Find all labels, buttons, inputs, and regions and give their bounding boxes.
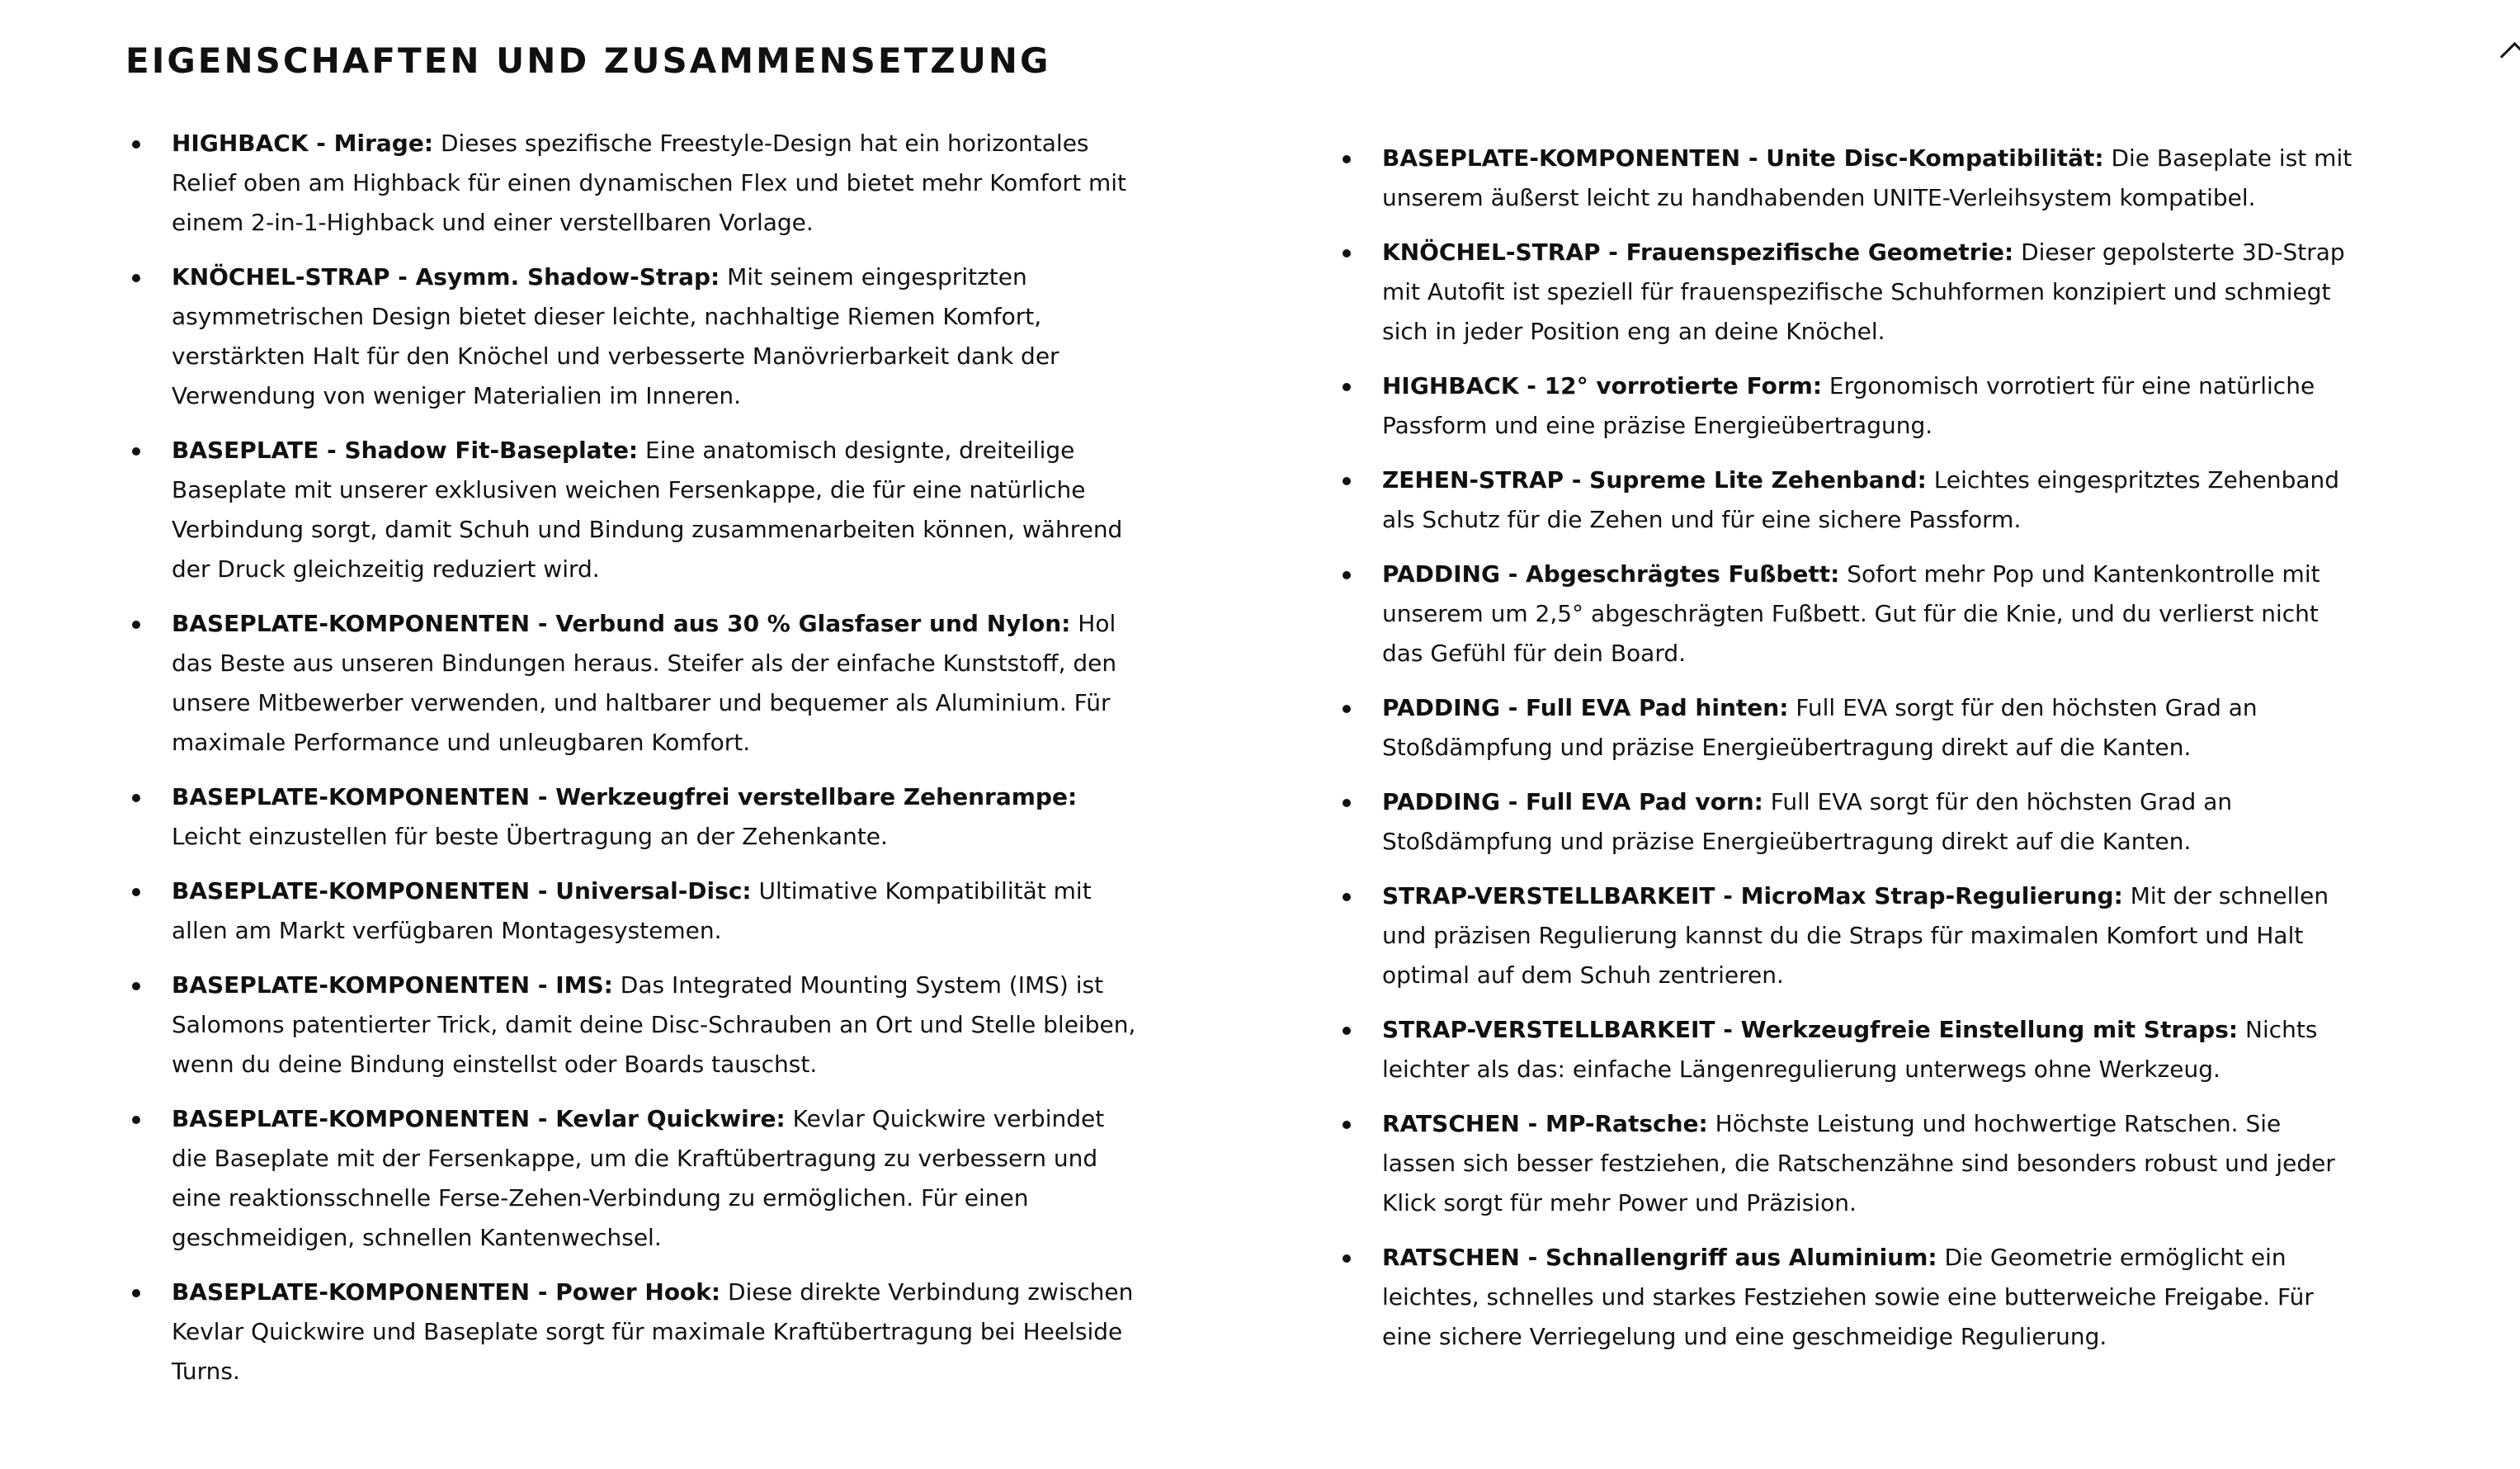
section-title: EIGENSCHAFTEN UND ZUSAMMENSETZUNG <box>125 40 1051 81</box>
feature-description: Sofort mehr Pop und Kantenkontrolle mit unserem um 2,5° abgeschrägten Fußbett. Gut für die Knie, und du verlierst nicht das Gefühl für dein Board. <box>1382 560 2320 667</box>
feature-description: Ultimative Kompatibilität mit allen am Markt verfügbaren Montagesystemen. <box>172 877 1092 944</box>
feature-description: Ergonomisch vorrotiert für eine natürliche Passform und eine präzise Energieübertragung. <box>1382 372 2315 439</box>
feature-list-item <box>128 431 1143 589</box>
feature-label: BASEPLATE - Shadow Fit-Baseplate: <box>172 437 639 464</box>
feature-label: BASEPLATE-KOMPONENTEN - Kevlar Quickwire: <box>172 1105 786 1132</box>
bullet-dot-icon <box>1343 383 1351 391</box>
feature-description: Dieser gepolsterte 3D-Strap mit Autofit ist speziell für frauenspezifische Schuhformen konzipiert und schmiegt sich in jeder Position eng an deine Knöchel. <box>1382 239 2345 345</box>
feature-description: Full EVA sorgt für den höchsten Grad an Stoßdämpfung und präzise Energieübertragung direkt auf die Kanten. <box>1382 788 2233 855</box>
chevron-up-icon[interactable] <box>2500 42 2520 71</box>
feature-list-item <box>1338 366 2353 446</box>
bullet-dot-icon <box>1343 1121 1351 1129</box>
bullet-dot-icon <box>132 794 140 802</box>
feature-description: Leichtes eingespritztes Zehenband als Schutz für die Zehen und für eine sichere Passform. <box>1382 466 2340 533</box>
bullet-dot-icon <box>1343 1254 1351 1263</box>
bullet-dot-icon <box>1343 571 1351 579</box>
feature-description: Mit der schnellen und präzisen Regulierung kannst du die Straps für maximalen Komfort und Halt optimal auf dem Schuh zentrieren. <box>1382 882 2329 989</box>
feature-list-item <box>128 604 1143 763</box>
feature-label: RATSCHEN - MP-Ratsche: <box>1382 1110 1708 1137</box>
feature-label: BASEPLATE-KOMPONENTEN - Werkzeugfrei verstellbare Zehenrampe: <box>172 783 1078 810</box>
feature-label: BASEPLATE-KOMPONENTEN - Universal-Disc: <box>172 877 752 905</box>
feature-description: Die Geometrie ermöglicht ein leichtes, schnelles und starkes Festziehen sowie eine butterweiche Freigabe. Für eine sichere Verriegelung und eine geschmeidige Regulierung. <box>1382 1244 2314 1350</box>
feature-list-item <box>1338 688 2353 768</box>
feature-description: Die Baseplate ist mit unserem äußerst leicht zu handhabenden UNITE-Verleihsystem kompatibel. <box>1382 144 2352 211</box>
feature-description: Höchste Leistung und hochwertige Ratschen. Sie lassen sich besser festziehen, die Ratschenzähne sind besonders robust und jeder Klick sorgt für mehr Power und Präzision. <box>1382 1110 2335 1216</box>
features-list-left <box>128 124 1143 1406</box>
bullet-dot-icon <box>1343 477 1351 485</box>
bullet-dot-icon <box>132 888 140 896</box>
feature-list-item <box>128 1099 1143 1258</box>
feature-list-item <box>1338 461 2353 540</box>
feature-description: Eine anatomisch designte, dreiteilige Baseplate mit unserer exklusiven weichen Fersenkappe, die für eine natürliche Verbindung sorgt, damit Schuh und Bindung zusammenarbeiten können, während der Druck gleichzeitig reduziert wird. <box>172 437 1123 583</box>
feature-description: Hol das Beste aus unseren Bindungen heraus. Steifer als der einfache Kunststoff, den unsere Mitbewerber verwenden, und haltbarer und bequemer als Aluminium. Für maximale Performance und unleugbaren Komfort. <box>172 610 1117 756</box>
bullet-dot-icon <box>132 982 140 990</box>
feature-label: KNÖCHEL-STRAP - Asymm. Shadow-Strap: <box>172 263 720 290</box>
feature-label: BASEPLATE-KOMPONENTEN - IMS: <box>172 971 613 999</box>
bullet-dot-icon <box>132 1289 140 1297</box>
feature-list-item <box>1338 139 2353 218</box>
feature-label: HIGHBACK - Mirage: <box>172 130 434 157</box>
feature-description: Leicht einzustellen für beste Übertragung an der Zehenkante. <box>172 823 888 850</box>
feature-label: PADDING - Full EVA Pad hinten: <box>1382 694 1789 721</box>
bullet-dot-icon <box>1343 705 1351 713</box>
feature-description: Das Integrated Mounting System (IMS) ist Salomons patentierter Trick, damit deine Disc-Schrauben an Ort und Stelle bleiben, wenn du deine Bindung einstellst oder Boards tauschst. <box>172 971 1136 1078</box>
feature-description: Full EVA sorgt für den höchsten Grad an Stoßdämpfung und präzise Energieübertragung direkt auf die Kanten. <box>1382 694 2258 761</box>
bullet-dot-icon <box>132 447 140 456</box>
bullet-dot-icon <box>1343 799 1351 807</box>
feature-label: BASEPLATE-KOMPONENTEN - Verbund aus 30 % Glasfaser und Nylon: <box>172 610 1071 637</box>
feature-description: Diese direkte Verbindung zwischen Kevlar Quickwire und Baseplate sorgt für maximale Kraftübertragung bei Heelside Turns. <box>172 1278 1134 1385</box>
bullet-dot-icon <box>132 1116 140 1124</box>
bullet-dot-icon <box>132 621 140 629</box>
feature-list-item <box>1338 876 2353 995</box>
feature-list-item <box>1338 233 2353 352</box>
feature-label: ZEHEN-STRAP - Supreme Lite Zehenband: <box>1382 466 1927 494</box>
feature-label: HIGHBACK - 12° vorrotierte Form: <box>1382 372 1823 399</box>
feature-list-item <box>128 124 1143 243</box>
feature-label: PADDING - Full EVA Pad vorn: <box>1382 788 1763 815</box>
feature-description: Kevlar Quickwire verbindet die Baseplate mit der Fersenkappe, um die Kraftübertragung zu verbessern und eine reaktionsschnelle Ferse-Zehen-Verbindung zu ermöglichen. Für einen geschmeidigen, schnellen Kantenwechsel. <box>172 1105 1105 1251</box>
feature-label: BASEPLATE-KOMPONENTEN - Power Hook: <box>172 1278 721 1306</box>
bullet-dot-icon <box>132 140 140 149</box>
feature-label: RATSCHEN - Schnallengriff aus Aluminium: <box>1382 1244 1937 1271</box>
feature-list-item <box>1338 782 2353 862</box>
feature-list-item <box>1338 1104 2353 1223</box>
feature-list-item <box>128 966 1143 1084</box>
feature-list-item <box>128 777 1143 857</box>
bullet-dot-icon <box>1343 155 1351 163</box>
feature-description: Dieses spezifische Freestyle-Design hat ein horizontales Relief oben am Highback für einen dynamischen Flex und bietet mehr Komfort mit einem 2-in-1-Highback und einer verstellbaren Vorlage. <box>172 130 1126 236</box>
bullet-dot-icon <box>132 274 140 282</box>
feature-list-item <box>1338 1238 2353 1357</box>
feature-label: STRAP-VERSTELLBARKEIT - Werkzeugfreie Einstellung mit Straps: <box>1382 1016 2239 1043</box>
feature-label: KNÖCHEL-STRAP - Frauenspezifische Geometrie: <box>1382 239 2014 266</box>
feature-list-item <box>128 257 1143 416</box>
features-list-right <box>1338 139 2353 1372</box>
feature-description: Mit seinem eingespritzten asymmetrischen Design bietet dieser leichte, nachhaltige Riemen Komfort, verstärkten Halt für den Knöchel und verbesserte Manövrierbarkeit dank der Verwendung von weniger Materialien im Inneren. <box>172 263 1059 409</box>
feature-label: STRAP-VERSTELLBARKEIT - MicroMax Strap-Regulierung: <box>1382 882 2123 909</box>
feature-list-item <box>1338 1010 2353 1089</box>
bullet-dot-icon <box>1343 1027 1351 1035</box>
bullet-dot-icon <box>1343 249 1351 257</box>
feature-list-item <box>1338 555 2353 673</box>
feature-label: BASEPLATE-KOMPONENTEN - Unite Disc-Kompatibilität: <box>1382 144 2104 172</box>
feature-list-item <box>128 1273 1143 1391</box>
feature-label: PADDING - Abgeschrägtes Fußbett: <box>1382 560 1840 588</box>
feature-list-item <box>128 871 1143 951</box>
bullet-dot-icon <box>1343 893 1351 901</box>
feature-description: Nichts leichter als das: einfache Längenregulierung unterwegs ohne Werkzeug. <box>1382 1016 2318 1083</box>
